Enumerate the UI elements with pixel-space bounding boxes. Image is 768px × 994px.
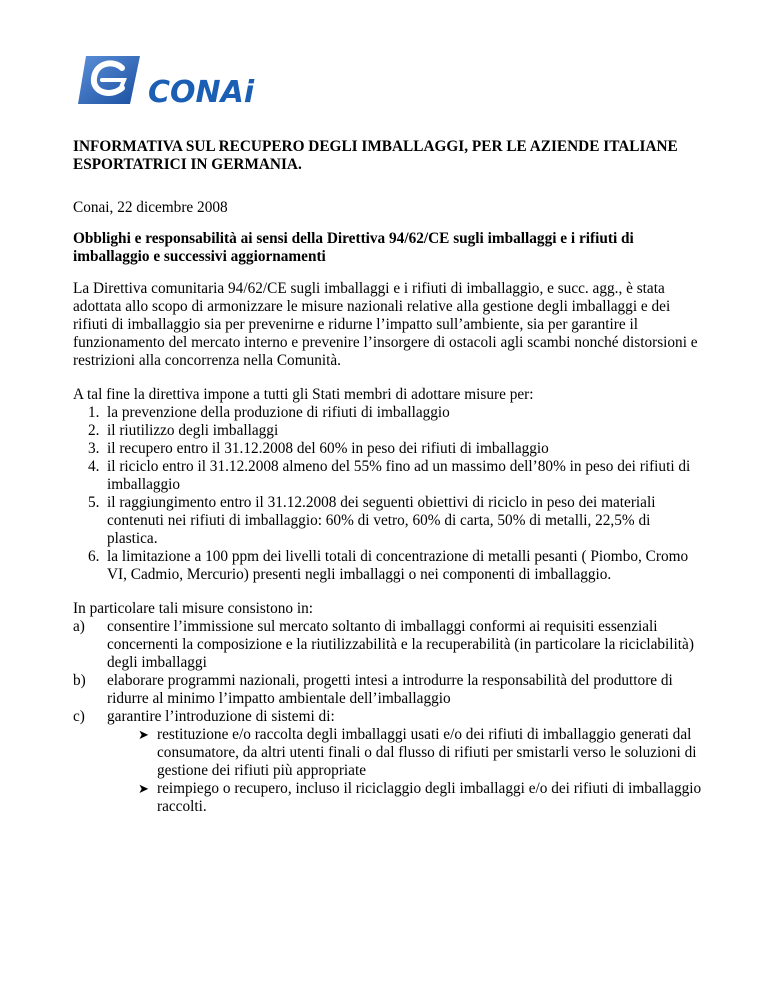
list-marker: a) — [73, 618, 85, 635]
list-marker: 2. — [88, 422, 100, 439]
arrow-list — [73, 726, 703, 816]
list-marker: 6. — [88, 548, 100, 565]
list-item-text: restituzione e/o raccolta degli imballaggi usati e/o dei rifiuti di imballaggio generati dal consumatore, da altri utenti finali o dal flusso di rifiuti per smistarli verso le soluzioni di gestione dei rifiuti più appropriate — [157, 726, 697, 779]
document-body — [73, 138, 703, 816]
list-item — [73, 440, 703, 458]
list-marker: c) — [73, 708, 85, 725]
list-item-text: il riutilizzo degli imballaggi — [107, 422, 279, 439]
logo-text: CONAi — [148, 75, 255, 108]
list-item — [73, 726, 703, 780]
list-item — [73, 548, 703, 584]
arrow-bullet-icon: ➤ — [138, 781, 149, 796]
list-item-text: la limitazione a 100 ppm dei livelli totali di concentrazione di metalli pesanti ( Piombo, Cromo VI, Cadmio, Mercurio) presenti negli imballaggi o nei componenti di imballaggio. — [107, 548, 689, 583]
list-item-text: reimpiego o recupero, incluso il riciclaggio degli imballaggi e/o dei rifiuti di imballaggio raccolti. — [157, 780, 702, 815]
arrow-bullet-icon: ➤ — [138, 727, 149, 742]
document-date: Conai, 22 dicembre 2008 — [73, 199, 228, 216]
section-subtitle: Obblighi e responsabilità ai sensi della Direttiva 94/62/CE sugli imballaggi e i rifiuti di imballaggio e successivi aggiornamenti — [73, 230, 634, 265]
list-item-text: il raggiungimento entro il 31.12.2008 dei seguenti obiettivi di riciclo in peso dei materiali contenuti nei rifiuti di imballaggio: 60% di vetro, 60% di carta, 50% di metalli, 22,5% di plastica. — [107, 494, 656, 547]
conai-logo — [78, 50, 263, 108]
list-item-text: consentire l’immissione sul mercato soltanto di imballaggi conformi ai requisiti essenziali concernenti la composizione e la riutilizzabilità e la recuperabilità (in particolare la riciclabilità) degli imballaggi — [107, 618, 694, 671]
list-marker: 5. — [88, 494, 100, 511]
list-item-text: il recupero entro il 31.12.2008 del 60% in peso dei rifiuti di imballaggio — [107, 440, 549, 457]
numbered-list — [73, 404, 703, 584]
lettered-list — [73, 618, 703, 726]
list-item — [73, 672, 703, 708]
list-marker: 4. — [88, 458, 100, 475]
list-intro: A tal fine la direttiva impone a tutti gli Stati membri di adottare misure per: — [73, 386, 534, 403]
measures-intro: In particolare tali misure consistono in: — [73, 600, 314, 617]
paragraph-directive: La Direttiva comunitaria 94/62/CE sugli imballaggi e i rifiuti di imballaggio, e succ. agg., è stata adottata allo scopo di armonizzare le misure nazionali relative alla gestione degli imballaggi e dei rifiuti di imballaggio sia per prevenirne e ridurne l’impatto sull’ambiente, sia per garantire il funzionamento del mercato interno e prevenire l’insorgere di ostacoli agli scambi nonché distorsioni e restrizioni alla concorrenza nella Comunità. — [73, 280, 698, 369]
list-item — [73, 780, 703, 816]
list-item — [73, 708, 703, 726]
list-item — [73, 404, 703, 422]
list-item — [73, 458, 703, 494]
list-item-text: il riciclo entro il 31.12.2008 almeno del 55% fino ad un massimo dell’80% in peso dei rifiuti di imballaggio — [107, 458, 691, 493]
list-marker: b) — [73, 672, 86, 689]
list-marker: 3. — [88, 440, 100, 457]
list-item-text: garantire l’introduzione di sistemi di: — [107, 708, 335, 725]
list-item — [73, 618, 703, 672]
list-item — [73, 494, 703, 548]
list-marker: 1. — [88, 404, 100, 421]
list-item-text: la prevenzione della produzione di rifiuti di imballaggio — [107, 404, 450, 421]
conai-logo-mark — [78, 50, 263, 108]
document-title: INFORMATIVA SUL RECUPERO DEGLI IMBALLAGGI, PER LE AZIENDE ITALIANE ESPORTATRICI IN GERMANIA. — [73, 138, 678, 173]
list-item — [73, 422, 703, 440]
list-item-text: elaborare programmi nazionali, progetti intesi a introdurre la responsabilità del produttore di ridurre al minimo l’impatto ambientale dell’imballaggio — [107, 672, 673, 707]
